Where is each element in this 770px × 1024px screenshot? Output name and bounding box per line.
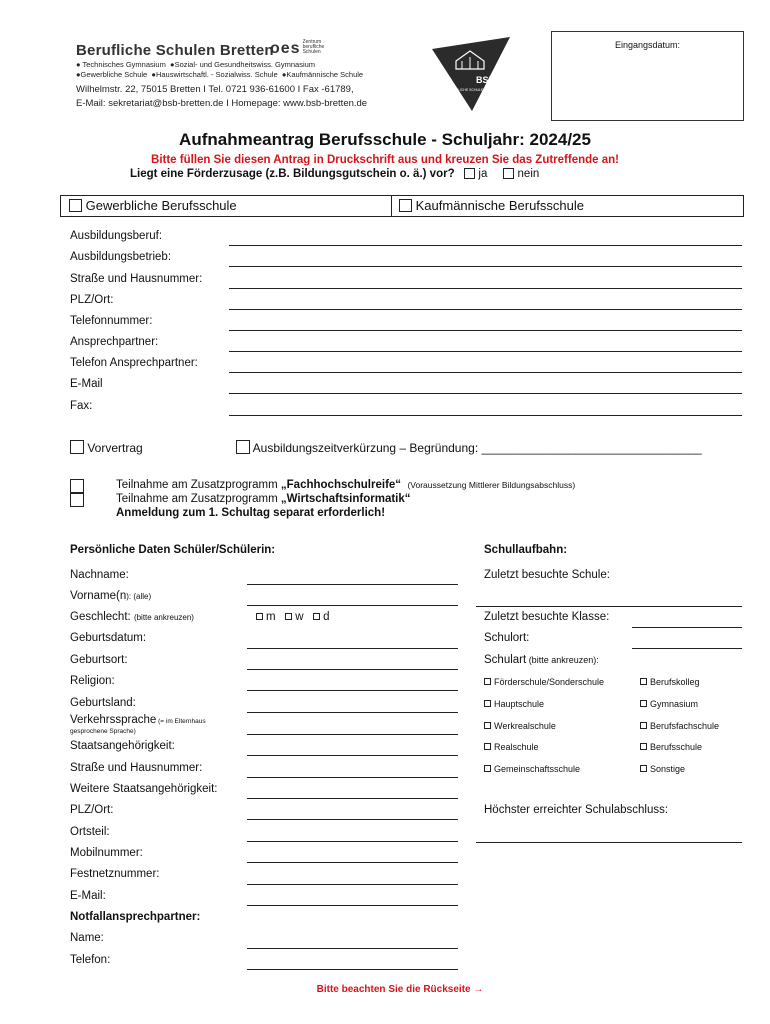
option-vorvertrag-label: Vorvertrag bbox=[87, 441, 143, 455]
field-mobil-label: Mobilnummer: bbox=[70, 847, 143, 859]
funding-question-row bbox=[130, 168, 539, 180]
field-festnetz-input[interactable] bbox=[247, 884, 458, 885]
field-strasse-label: Straße und Hausnummer: bbox=[70, 762, 203, 774]
field-contact-person-label: Ansprechpartner: bbox=[70, 336, 159, 348]
field-company-street-input[interactable] bbox=[229, 288, 742, 289]
prev-school-checkbox[interactable] bbox=[484, 678, 491, 685]
prev-school-option[interactable] bbox=[640, 721, 719, 731]
school-type-kaufmaennisch-checkbox[interactable] bbox=[399, 199, 412, 212]
field-ortsteil-input[interactable] bbox=[247, 841, 458, 842]
page-title: Aufnahmeantrag Berufsschule - Schuljahr: 2024/25 bbox=[179, 130, 591, 149]
zusatz-note: Anmeldung zum 1. Schultag separat erforderlich! bbox=[116, 507, 386, 519]
gender-d-checkbox[interactable] bbox=[313, 613, 320, 620]
school-type-kaufmaennisch-label: Kaufmännische Berufsschule bbox=[415, 198, 584, 213]
field-ausbildungsberuf-input[interactable] bbox=[229, 245, 742, 246]
field-company-email-input[interactable] bbox=[229, 393, 742, 394]
gender-w-checkbox[interactable] bbox=[285, 613, 292, 620]
field-geburtsland-label: Geburtsland: bbox=[70, 697, 136, 709]
prev-school-checkbox[interactable] bbox=[640, 765, 647, 772]
field-last-school-label: Zuletzt besuchte Schule: bbox=[484, 569, 610, 581]
field-staatsangehoerigkeit-label: Staatsangehörigkeit: bbox=[70, 740, 175, 752]
personal-heading: Persönliche Daten Schüler/Schülerin: bbox=[70, 544, 276, 556]
field-company-plz-label: PLZ/Ort: bbox=[70, 294, 114, 306]
field-last-school-input[interactable] bbox=[476, 606, 742, 607]
prev-school-checkbox[interactable] bbox=[640, 743, 647, 750]
prev-school-checkbox[interactable] bbox=[640, 722, 647, 729]
prev-school-label: Werkrealschule bbox=[494, 721, 556, 731]
prev-school-label: Gemeinschaftsschule bbox=[494, 764, 581, 774]
field-contact-phone-label: Telefon Ansprechpartner: bbox=[70, 357, 198, 369]
prev-school-label: Sonstige bbox=[650, 764, 686, 774]
school-type-label: Schulart (bitte ankreuzen): bbox=[484, 654, 599, 666]
prev-school-checkbox[interactable] bbox=[640, 700, 647, 707]
prev-school-label: Förderschule/Sonderschule bbox=[494, 677, 605, 687]
field-verkehrssprache-note: gesprochene Sprache) bbox=[70, 728, 136, 735]
field-highest-degree-input[interactable] bbox=[476, 842, 742, 843]
field-school-location-label: Schulort: bbox=[484, 632, 530, 644]
option-verkuerzung[interactable] bbox=[236, 440, 702, 455]
funding-question: Liegt eine Förderzusage (z.B. Bildungsgutschein o. ä.) vor? bbox=[130, 168, 455, 180]
field-company-fax-input[interactable] bbox=[229, 415, 742, 416]
field-school-location-input[interactable] bbox=[632, 648, 742, 649]
option-vorvertrag-checkbox[interactable] bbox=[70, 440, 84, 454]
gender-w-label: w bbox=[295, 611, 304, 623]
field-festnetz-label: Festnetznummer: bbox=[70, 868, 160, 880]
field-nachname-label: Nachname: bbox=[70, 569, 129, 581]
programs-line-1: ● Technisches Gymnasium ●Sozial- und Gesundheitswiss. Gymnasium bbox=[76, 60, 316, 69]
field-last-class-input[interactable] bbox=[632, 627, 742, 628]
school-type-gewerblich[interactable] bbox=[69, 196, 237, 216]
field-verkehrssprache-label: Verkehrssprache (= im Elternhaus bbox=[70, 714, 206, 726]
field-email-input[interactable] bbox=[247, 905, 458, 906]
field-plz-input[interactable] bbox=[247, 819, 458, 820]
field-vorname-label: Vorname(n): (alle) bbox=[70, 590, 152, 602]
school-type-gewerblich-checkbox[interactable] bbox=[69, 199, 82, 212]
option-vorvertrag[interactable] bbox=[70, 440, 143, 455]
field-ausbildungsbetrieb-label: Ausbildungsbetrieb: bbox=[70, 251, 172, 263]
field-email-label: E-Mail: bbox=[70, 890, 106, 902]
school-contact: E-Mail: sekretariat@bsb-bretten.de I Homepage: www.bsb-bretten.de bbox=[76, 98, 368, 109]
prev-school-checkbox[interactable] bbox=[640, 678, 647, 685]
prev-school-option[interactable] bbox=[484, 742, 539, 752]
field-staatsangehoerigkeit-input[interactable] bbox=[247, 755, 458, 756]
field-vorname-input[interactable] bbox=[247, 605, 458, 606]
prev-school-checkbox[interactable] bbox=[484, 722, 491, 729]
prev-school-label: Gymnasium bbox=[650, 699, 699, 709]
field-company-street-label: Straße und Hausnummer: bbox=[70, 273, 203, 285]
prev-school-label: Hauptschule bbox=[494, 699, 545, 709]
field-contact-person-input[interactable] bbox=[229, 351, 742, 352]
field-religion-input[interactable] bbox=[247, 690, 458, 691]
field-plz-label: PLZ/Ort: bbox=[70, 804, 114, 816]
funding-yes-label: ja bbox=[478, 168, 488, 180]
bsb-logo-subtext: BERUFLICHE SCHULEN BRETTEN bbox=[446, 88, 504, 92]
school-type-kaufmaennisch[interactable] bbox=[399, 196, 584, 216]
field-nachname-input[interactable] bbox=[247, 584, 458, 585]
zusatz-fhr-note: (Voraussetzung Mittlerer Bildungsabschluss) bbox=[407, 480, 576, 490]
field-geburtsort-label: Geburtsort: bbox=[70, 654, 128, 666]
field-religion-label: Religion: bbox=[70, 675, 115, 687]
prev-school-option[interactable] bbox=[484, 764, 580, 774]
field-company-phone-label: Telefonnummer: bbox=[70, 315, 153, 327]
field-company-fax-label: Fax: bbox=[70, 400, 93, 412]
prev-school-checkbox[interactable] bbox=[484, 743, 491, 750]
prev-school-label: Realschule bbox=[494, 742, 539, 752]
field-strasse-input[interactable] bbox=[247, 777, 458, 778]
field-weitere-staatsangehoerigkeit-label: Weitere Staatsangehörigkeit: bbox=[70, 783, 218, 795]
program-item: Sozial- und Gesundheitswiss. Gymnasium bbox=[174, 60, 316, 69]
oes-logo-subtext: Zentrum berufliche Schulen bbox=[302, 39, 325, 55]
funding-no-label: nein bbox=[517, 168, 540, 180]
field-verkehrssprache-input[interactable] bbox=[247, 734, 458, 735]
zusatz-fhr-label: „Fachhochschulreife“ bbox=[280, 479, 402, 491]
zusatz-winf-label: „Wirtschaftsinformatik“ bbox=[280, 493, 411, 505]
prev-school-option[interactable] bbox=[640, 764, 685, 774]
prev-school-option[interactable] bbox=[640, 699, 698, 709]
field-ortsteil-label: Ortsteil: bbox=[70, 826, 110, 838]
field-company-phone-input[interactable] bbox=[229, 330, 742, 331]
field-weitere-staatsangehoerigkeit-input[interactable] bbox=[247, 798, 458, 799]
gender-d-label: d bbox=[323, 611, 330, 623]
school-address: Wilhelmstr. 22, 75015 Bretten I Tel. 0721 936-61600 I Fax -61789, bbox=[76, 84, 354, 95]
received-date-box[interactable] bbox=[551, 31, 744, 121]
field-geburtsland-input[interactable] bbox=[247, 712, 458, 713]
zusatz-winf-checkbox[interactable] bbox=[70, 493, 84, 507]
schooling-heading: Schullaufbahn: bbox=[484, 544, 568, 556]
school-type-row bbox=[60, 195, 744, 217]
prev-school-label: Berufskolleg bbox=[650, 677, 700, 687]
field-ausbildungsberuf-label: Ausbildungsberuf: bbox=[70, 230, 163, 242]
prev-school-label: Berufsfachschule bbox=[650, 721, 720, 731]
footer-note: Bitte beachten Sie die Rückseite → bbox=[316, 984, 484, 995]
field-emergency-name-input[interactable] bbox=[247, 948, 458, 949]
zusatz-fhr-line: Teilnahme am Zusatzprogramm „Fachhochschulreife“ (Voraussetzung Mittlerer Bildungsabschluss) bbox=[116, 479, 576, 491]
field-last-class-label: Zuletzt besuchte Klasse: bbox=[484, 611, 610, 623]
prev-school-option[interactable] bbox=[640, 677, 700, 687]
prev-school-option[interactable] bbox=[484, 677, 604, 687]
field-company-email-label: E-Mail bbox=[70, 378, 103, 390]
received-date-label: Eingangsdatum: bbox=[614, 40, 681, 50]
gender-m-label: m bbox=[266, 611, 276, 623]
oes-logo: oes Zentrum berufliche Schulen bbox=[270, 40, 333, 58]
field-emergency-phone-input[interactable] bbox=[247, 969, 458, 970]
gender-m-checkbox[interactable] bbox=[256, 613, 263, 620]
programs-line-2: ●Gewerbliche Schule ●Hauswirtschaftl. - Sozialwiss. Schule ●Kaufmännische Schule bbox=[76, 70, 364, 79]
gender-options bbox=[256, 611, 330, 623]
field-geschlecht-label: Geschlecht: (bitte ankreuzen) bbox=[70, 611, 194, 623]
field-emergency-phone-label: Telefon: bbox=[70, 954, 111, 966]
program-item: Gewerbliche Schule bbox=[80, 70, 148, 79]
prev-school-option[interactable] bbox=[640, 742, 702, 752]
prev-school-option[interactable] bbox=[484, 721, 556, 731]
prev-school-label: Berufsschule bbox=[650, 742, 703, 752]
program-item: Hauswirtschaftl. - Sozialwiss. Schule bbox=[155, 70, 278, 79]
program-item: Technisches Gymnasium bbox=[82, 60, 166, 69]
prev-school-checkbox[interactable] bbox=[484, 765, 491, 772]
field-geburtsort-input[interactable] bbox=[247, 669, 458, 670]
funding-yes-checkbox[interactable] bbox=[464, 168, 475, 179]
prev-school-option[interactable] bbox=[484, 699, 544, 709]
zusatz-fhr-checkbox[interactable] bbox=[70, 479, 84, 493]
zusatz-winf-line: Teilnahme am Zusatzprogramm „Wirtschaftsinformatik“ bbox=[116, 493, 411, 505]
prev-school-checkbox[interactable] bbox=[484, 700, 491, 707]
field-ausbildungsbetrieb-input[interactable] bbox=[229, 266, 742, 267]
school-type-gewerblich-label: Gewerbliche Berufsschule bbox=[85, 198, 237, 213]
field-geburtsdatum-label: Geburtsdatum: bbox=[70, 632, 147, 644]
school-name: Berufliche Schulen Bretten bbox=[76, 42, 274, 59]
bsb-logo-text: BSB bbox=[476, 75, 496, 85]
field-company-plz-input[interactable] bbox=[229, 309, 742, 310]
field-geburtsdatum-input[interactable] bbox=[247, 648, 458, 649]
option-verkuerzung-checkbox[interactable] bbox=[236, 440, 250, 454]
field-mobil-input[interactable] bbox=[247, 862, 458, 863]
field-contact-phone-input[interactable] bbox=[229, 372, 742, 373]
field-emergency-name-label: Name: bbox=[70, 932, 104, 944]
bsb-logo bbox=[430, 35, 512, 113]
program-item: Kaufmännische Schule bbox=[286, 70, 364, 79]
funding-no-checkbox[interactable] bbox=[503, 168, 514, 179]
field-highest-degree-label: Höchster erreichter Schulabschluss: bbox=[484, 804, 669, 816]
option-verkuerzung-label: Ausbildungszeitverkürzung – Begründung: _________________________________ bbox=[252, 441, 702, 455]
fill-notice: Bitte füllen Sie diesen Antrag in Druckschrift aus und kreuzen Sie das Zutreffende an! bbox=[151, 154, 619, 166]
emergency-contact-heading: Notfallansprechpartner: bbox=[70, 911, 201, 923]
